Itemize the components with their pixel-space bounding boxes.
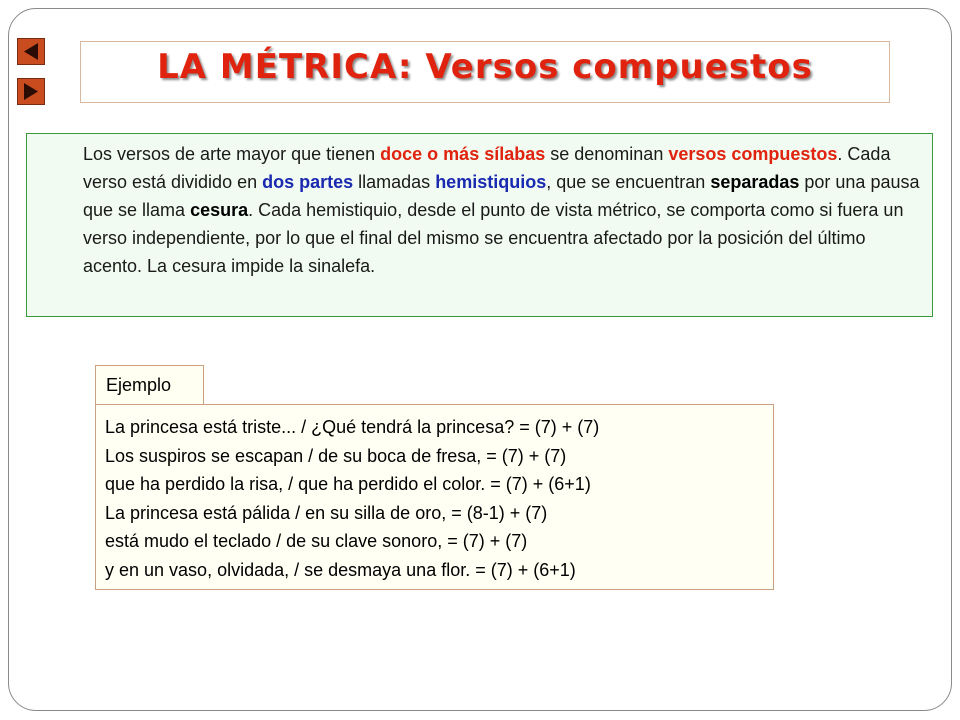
example-verse-line: que ha perdido la risa, / que ha perdido el color. = (7) + (6+1) — [105, 474, 591, 494]
triangle-right-icon — [18, 79, 44, 104]
highlight-versos-compuestos: versos compuestos — [668, 144, 838, 164]
triangle-left-icon — [18, 39, 44, 64]
intro-paragraph — [83, 140, 923, 280]
highlight-cesura: cesura — [190, 200, 249, 220]
intro-text-4: llamadas — [353, 172, 436, 192]
intro-text-7: . Cada hemistiquio, desde el punto de vista métrico, se comporta como si fuera un verso independiente, por lo que el final del mismo se encuentra afectado por la posición del último acento. La cesura impide la sinalefa. — [83, 200, 904, 276]
intro-text-6: por una pausa que se llama — [83, 172, 920, 220]
highlight-separadas: separadas — [710, 172, 800, 192]
title-box — [80, 41, 890, 103]
intro-text-3: . Cada verso está dividido en — [83, 144, 891, 192]
example-box — [95, 404, 774, 590]
highlight-dos-partes: dos partes — [262, 172, 354, 192]
example-verse-list — [105, 413, 599, 584]
intro-text-1: Los versos de arte mayor que tienen — [83, 144, 381, 164]
highlight-doce-silabas: doce o más sílabas — [380, 144, 546, 164]
example-verse-line: La princesa está triste... / ¿Qué tendrá la princesa? = (7) + (7) — [105, 417, 600, 437]
example-verse-line: está mudo el teclado / de su clave sonoro, = (7) + (7) — [105, 531, 528, 551]
example-tab-label: Ejemplo — [95, 365, 204, 405]
page-title: LA MÉTRICA: Versos compuestos — [157, 47, 813, 87]
intro-text-5: , que se encuentran — [546, 172, 711, 192]
slide-frame — [8, 8, 952, 711]
intro-box — [26, 133, 933, 317]
example-verse-line: y en un vaso, olvidada, / se desmaya una flor. = (7) + (6+1) — [105, 559, 576, 580]
previous-slide-button[interactable] — [17, 38, 45, 65]
highlight-hemistiquios: hemistiquios — [435, 172, 547, 192]
intro-text-2: se denominan — [545, 144, 669, 164]
example-verse-line: Los suspiros se escapan / de su boca de fresa, = (7) + (7) — [105, 445, 567, 466]
example-verse-line: La princesa está pálida / en su silla de oro, = (8-1) + (7) — [105, 502, 548, 523]
next-slide-button[interactable] — [17, 78, 45, 105]
